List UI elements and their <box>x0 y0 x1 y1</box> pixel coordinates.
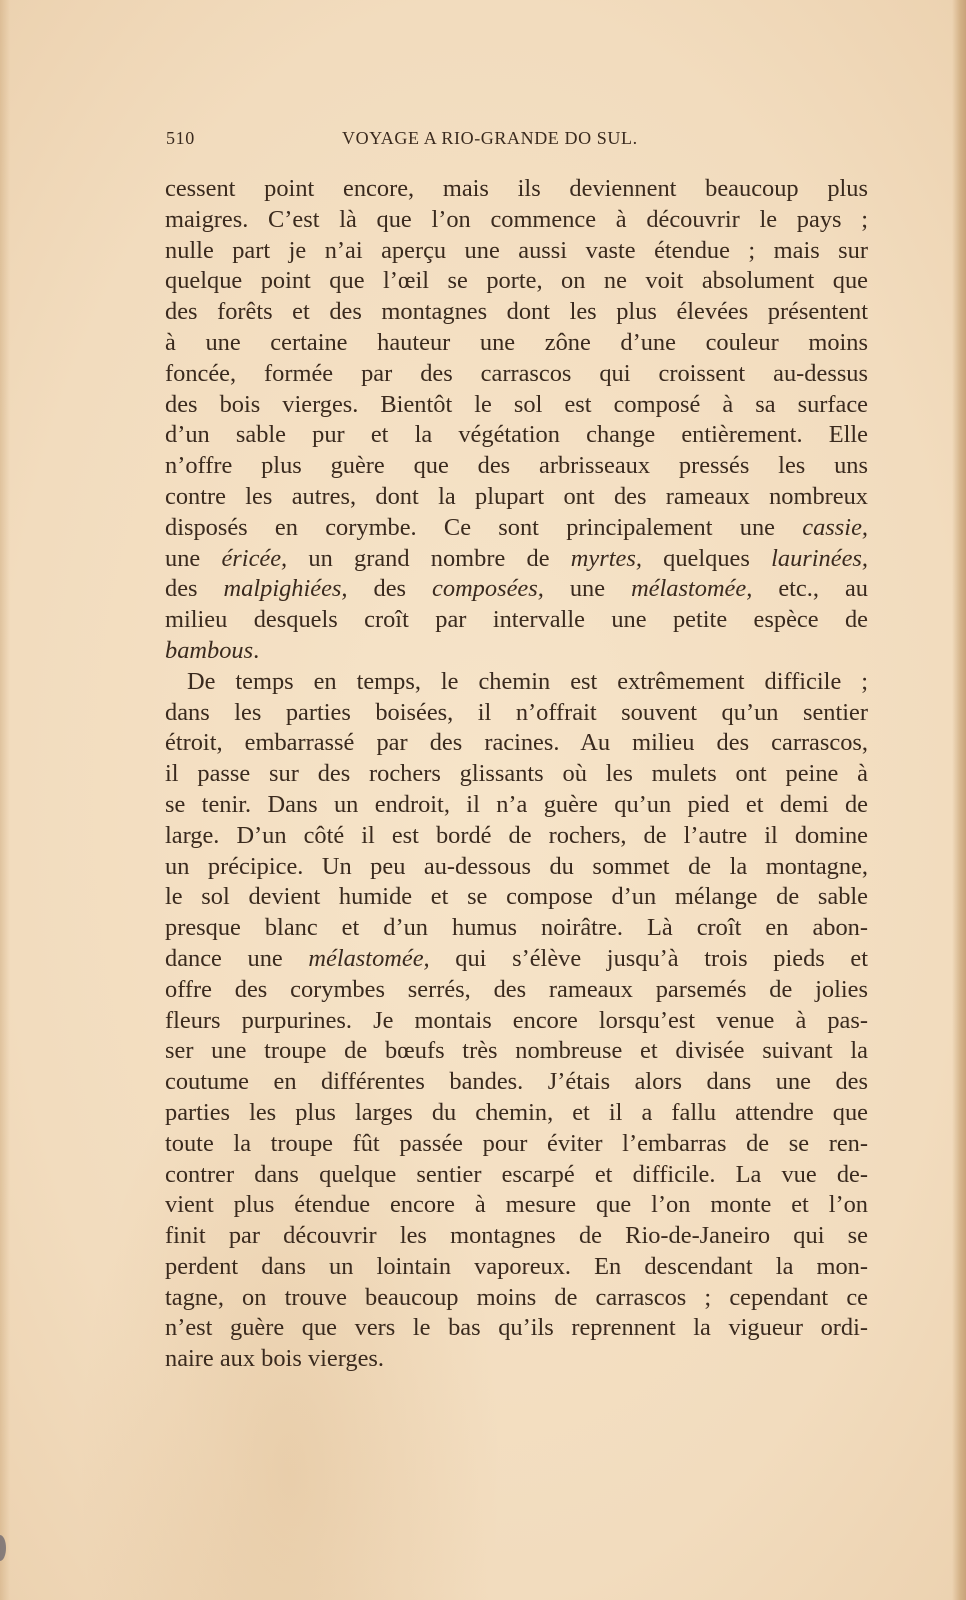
text-line: perdent dans un lointain vaporeux. En descendant la mon- <box>165 1252 868 1280</box>
italic-term: malpighiées, <box>223 575 348 603</box>
text-line-mixed <box>165 513 868 544</box>
text-line: il passe sur des rochers glissants où les mulets ont peine à <box>165 760 868 788</box>
text-line: d’un sable pur et la végétation change entièrement. Elle <box>165 421 868 449</box>
text-run: une <box>543 575 632 603</box>
text-line: cessent point encore, mais ils deviennent beaucoup plus <box>165 175 868 202</box>
text-line: vient plus étendue encore à mesure que l’on monte et l’on <box>165 1191 868 1219</box>
text-line: des bois vierges. Bientôt le sol est composé à sa surface <box>165 390 868 418</box>
italic-term: laurinées, <box>771 544 868 572</box>
italic-term: mélastomée, <box>308 944 430 972</box>
text-line: contre les autres, dont la plupart ont des rameaux nombreux <box>165 482 868 510</box>
paragraph-2 <box>165 667 868 1375</box>
text-run: une <box>165 544 222 572</box>
text-line: finit par découvrir les montagnes de Rio-de-Janeiro qui se <box>165 1222 868 1250</box>
text-line: étroit, embarrassé par des racines. Au milieu des carrascos, <box>165 729 868 757</box>
text-run: . <box>253 636 260 664</box>
text-line: des forêts et des montagnes dont les plus élevées présentent <box>165 298 868 326</box>
text-line: quelque point que l’œil se porte, on ne voit absolument que <box>165 267 868 295</box>
page-right-edge-shadow <box>952 0 966 1600</box>
running-head <box>166 128 866 152</box>
text-line-mixed <box>165 544 868 575</box>
text-line: le sol devient humide et se compose d’un mélange de sable <box>165 883 868 911</box>
text-line: un précipice. Un peu au-dessous du sommet de la montagne, <box>165 852 868 880</box>
text-line: parties les plus larges du chemin, et il a fallu attendre que <box>165 1098 868 1126</box>
italic-term: bambous <box>165 636 254 664</box>
italic-term: composées, <box>432 575 544 603</box>
text-run: des <box>165 575 224 603</box>
text-line: large. D’un côté il est bordé de rochers, de l’autre il domine <box>165 821 868 849</box>
paragraph-1 <box>165 174 868 667</box>
text-line: tagne, on trouve beaucoup moins de carrascos ; cependant ce <box>165 1283 868 1311</box>
italic-term: myrtes, <box>570 544 642 572</box>
text-run: des <box>347 575 433 603</box>
running-title: VOYAGE A RIO-GRANDE DO SUL. <box>342 128 638 148</box>
italic-term: éricée, <box>221 544 288 572</box>
text-run: disposés en corymbe. Ce sont principalement une <box>165 513 803 541</box>
text-line-mixed <box>165 944 868 975</box>
text-line: n’est guère que vers le bas qu’ils reprennent la vigueur ordi- <box>165 1314 868 1342</box>
text-line: maigres. C’est là que l’on commence à découvrir le pays ; <box>165 205 868 233</box>
text-run: un grand nombre de <box>287 544 571 572</box>
text-line: offre des corymbes serrés, des rameaux parsemés de jolies <box>165 975 868 1003</box>
text-line: dans les parties boisées, il n’offrait souvent qu’un sentier <box>165 698 868 726</box>
text-line: presque blanc et d’un humus noirâtre. Là croît en abon- <box>165 914 868 942</box>
text-line: se tenir. Dans un endroit, il n’a guère qu’un pied et demi de <box>165 790 868 818</box>
text-line: n’offre plus guère que des arbrisseaux pressés les uns <box>165 452 868 480</box>
italic-term: cassie, <box>802 513 868 541</box>
text-line: fleurs purpurines. Je montais encore lorsqu’est venue à pas- <box>165 1006 868 1034</box>
text-line: contrer dans quelque sentier escarpé et difficile. La vue de- <box>165 1160 868 1188</box>
text-line: nulle part je n’ai aperçu une aussi vaste étendue ; mais sur <box>165 236 868 264</box>
text-line: naire aux bois vierges. <box>165 1345 385 1373</box>
text-run: quelques <box>641 544 772 572</box>
text-line: ser une troupe de bœufs très nombreuse et divisée suivant la <box>165 1037 868 1065</box>
italic-term: mélastomée, <box>631 575 753 603</box>
text-line: milieu desquels croît par intervalle une petite espèce de <box>165 606 868 634</box>
text-run: dance une <box>165 944 309 972</box>
page-left-edge-shadow <box>0 0 10 1600</box>
text-run: qui s’élève jusqu’à trois pieds et <box>429 944 869 972</box>
text-line-mixed <box>165 636 868 667</box>
text-line: foncée, formée par des carrascos qui croissent au-dessus <box>165 359 868 387</box>
body-text <box>165 174 868 1375</box>
text-line: toute la troupe fût passée pour éviter l’embarras de se ren- <box>165 1129 868 1157</box>
text-line-mixed <box>165 574 868 605</box>
text-line: coutume en différentes bandes. J’étais alors dans une des <box>165 1068 868 1096</box>
text-run: etc., au <box>752 575 868 603</box>
text-line: à une certaine hauteur une zône d’une couleur moins <box>165 328 868 356</box>
page-number: 510 <box>166 128 195 148</box>
text-line: De temps en temps, le chemin est extrêmement difficile ; <box>187 667 868 695</box>
